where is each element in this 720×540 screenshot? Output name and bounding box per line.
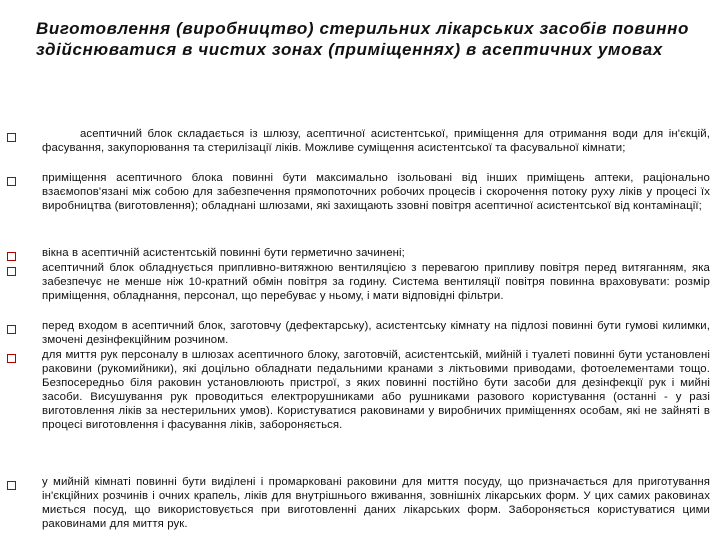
- hollow-square-bullet-icon: [7, 267, 16, 276]
- list-item-text: у мийній кімнаті повинні бути виділені і промарковані раковини для миття посуду, що призначається для приготування ін'єкційних розчинів і очних крапель, ліків для внутрішнього вживання, зовнішніх лікарських форм. У цих самих раковинах миється посуд, що використовується при виготовленні даних лікарських форм. Забороняється користуватися цими раковинами для миття рук.: [42, 476, 710, 530]
- hollow-square-bullet-icon: [7, 177, 16, 186]
- list-item-text: асептичний блок складається із шлюзу, асептичної асистентської, приміщення для отримання води для ін'єкцій, фасування, закупорювання та стерилізації ліків. Можливе суміщення асистентської та фасувальної кімнати;: [42, 128, 710, 154]
- list-item-text: вікна в асептичній асистентській повинні бути герметично зачинені;: [42, 247, 405, 259]
- list-item-text: перед входом в асептичний блок, заготовчу (дефектарську), асистентську кімнату на підлозі повинні бути гумові килимки, змочені дезінфекційним розчином.: [42, 320, 710, 346]
- hollow-square-bullet-icon: [7, 252, 16, 261]
- hollow-square-bullet-icon: [7, 325, 16, 334]
- list-item-text: асептичний блок обладнується припливно-витяжною вентиляцією з перевагою припливу повітря перед витяганням, яка забезпечує не менше ніж 10-кратний обмін повітря за годину. Система вентиляції повітря повинна враховувати: розмір приміщення, обладнання, персонал, що перебуває у ньому, і мати відповідні фільтри.: [42, 262, 710, 302]
- list-item-text: для миття рук персоналу в шлюзах асептичного блоку, заготовчій, асистентській, мийній і туалеті повинні бути установлені раковини (рукомийники), які доцільно обладнати педальними кранами з ліктьовими приводами, фотоелементами тощо. Безпосередньо біля раковин установлюють пристрої, з яких повинні постійно бути засоби для дезінфекції рук і мийні засоби. Висушування рук проводиться електрорушниками або рушниками разового користування (останні - у разі виготовлення ліків за нестерильних умов). Користуватися раковинами у виробничих приміщеннях особам, які не зайняті в процесі виготовлення і фасування ліків, забороняється.: [42, 349, 710, 431]
- slide-title: Виготовлення (виробництво) стерильних лікарських засобів повинно здійснюватися в чистих зонах (приміщеннях) в асептичних умовах: [36, 19, 689, 59]
- hollow-square-bullet-icon: [7, 133, 16, 142]
- list-item-text: приміщення асептичного блока повинні бути максимально ізольовані від інших приміщень аптеки, раціонально взаємопов'язані між собою для забезпечення прямопоточних робочих процесів і скорочення потоку руху ліків у процесі їх виробництва (виготовлення); обладнані шлюзами, які захищають ззовні повітря асептичної асистентської від контамінації;: [42, 172, 710, 212]
- hollow-square-bullet-icon: [7, 354, 16, 363]
- hollow-square-bullet-icon: [7, 481, 16, 490]
